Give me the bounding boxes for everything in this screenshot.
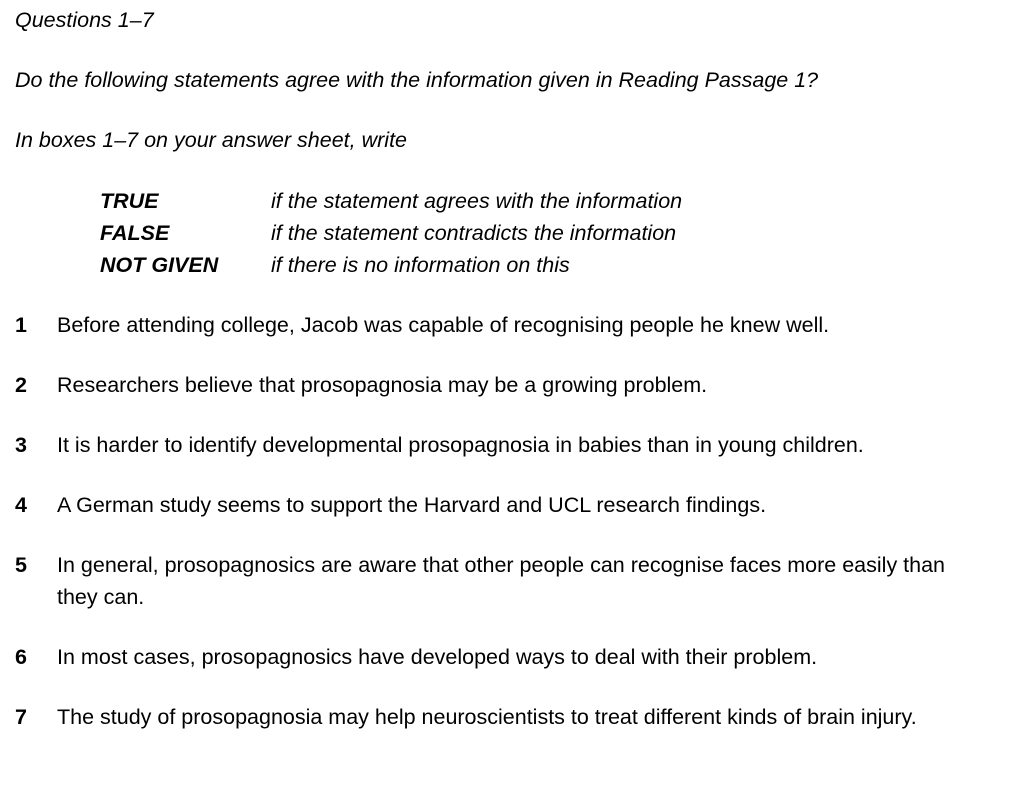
legend-description: if the statement contradicts the information xyxy=(271,221,677,245)
question-number: 1 xyxy=(15,313,27,337)
question-list xyxy=(0,309,1000,761)
answer-key-legend xyxy=(100,185,800,281)
instruction-statement-agree: Do the following statements agree with the information given in Reading Passage 1? xyxy=(15,68,819,92)
question-number: 5 xyxy=(15,553,27,577)
question-item-5 xyxy=(0,549,1000,613)
question-text: Researchers believe that prosopagnosia may be a growing problem. xyxy=(57,373,708,397)
question-item-6 xyxy=(0,641,1000,673)
question-number: 2 xyxy=(15,373,27,397)
question-item-7 xyxy=(0,701,1000,733)
question-item-1 xyxy=(0,309,1000,341)
question-item-3 xyxy=(0,429,1000,461)
question-text: In most cases, prosopagnosics have developed ways to deal with their problem. xyxy=(57,645,818,669)
legend-key: NOT GIVEN xyxy=(100,253,219,277)
instruction-answer-sheet: In boxes 1–7 on your answer sheet, write xyxy=(15,128,407,152)
question-text: A German study seems to support the Harvard and UCL research findings. xyxy=(57,493,767,517)
legend-key: TRUE xyxy=(100,189,159,213)
question-item-4 xyxy=(0,489,1000,521)
question-text: In general, prosopagnosics are aware that other people can recognise faces more easily than they can. xyxy=(57,553,946,609)
legend-key: FALSE xyxy=(100,221,170,245)
question-number: 6 xyxy=(15,645,27,669)
question-item-2 xyxy=(0,369,1000,401)
legend-row-true xyxy=(100,185,800,217)
questions-heading: Questions 1–7 xyxy=(15,8,154,32)
legend-row-not-given xyxy=(100,249,800,281)
question-number: 4 xyxy=(15,493,27,517)
legend-row-false xyxy=(100,217,800,249)
question-text: Before attending college, Jacob was capable of recognising people he knew well. xyxy=(57,313,830,337)
question-number: 7 xyxy=(15,705,27,729)
question-text: The study of prosopagnosia may help neuroscientists to treat different kinds of brain injury. xyxy=(57,705,917,729)
legend-description: if there is no information on this xyxy=(271,253,570,277)
question-number: 3 xyxy=(15,433,27,457)
legend-description: if the statement agrees with the information xyxy=(271,189,683,213)
question-text: It is harder to identify developmental prosopagnosia in babies than in young children. xyxy=(57,433,864,457)
